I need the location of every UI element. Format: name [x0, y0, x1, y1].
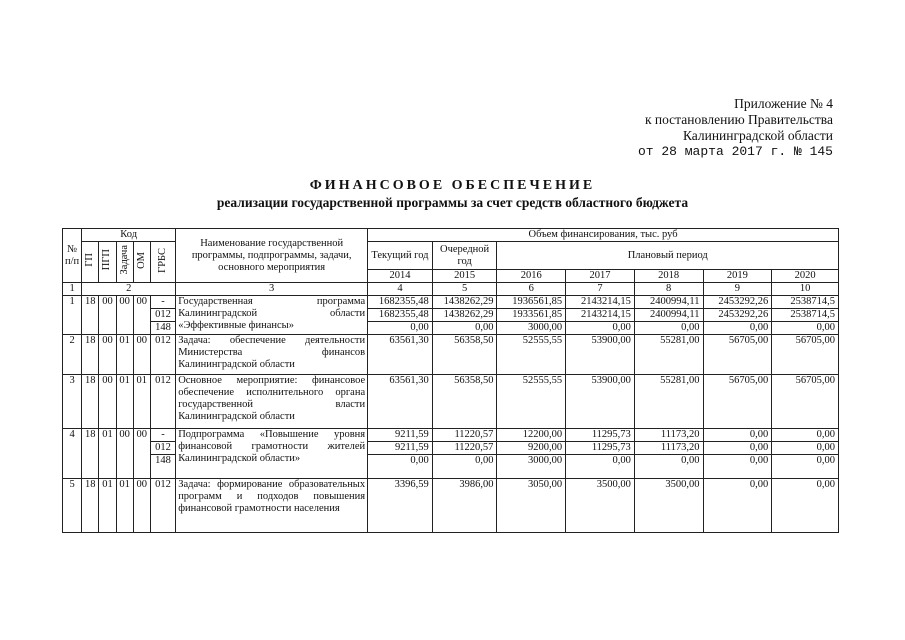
value-cell: 0,00	[368, 322, 433, 335]
value-cell: 1682355,48	[368, 309, 433, 322]
appendix-date: от 28 марта 2017 г. № 145	[637, 144, 833, 159]
value-cell: 0,00	[566, 322, 635, 335]
value-cell: 11295,73	[566, 442, 635, 455]
code-grbs: 012	[150, 335, 175, 375]
value-cell: 52555,55	[497, 375, 566, 429]
value-cell: 11220,57	[432, 429, 497, 442]
code-task: 01	[116, 479, 133, 533]
value-cell: 3986,00	[432, 479, 497, 533]
table-row	[63, 335, 839, 375]
value-cell: 11173,20	[634, 442, 703, 455]
row-name: Подпрограмма «Повышение уровня финансовой грамотности жителей Калининградской области»	[176, 429, 368, 479]
code-om: 00	[133, 335, 150, 375]
value-cell: 3396,59	[368, 479, 433, 533]
value-cell: 2143214,15	[566, 309, 635, 322]
value-cell: 3000,00	[497, 455, 566, 479]
index-cell: 5	[432, 283, 497, 296]
header-year: 2016	[497, 270, 566, 283]
index-cell: 8	[634, 283, 703, 296]
row-num: 1	[63, 296, 82, 335]
value-cell: 0,00	[703, 455, 772, 479]
index-cell: 7	[566, 283, 635, 296]
code-grbs: -	[150, 429, 175, 442]
header-year: 2019	[703, 270, 772, 283]
code-grbs: -	[150, 296, 175, 309]
index-cell: 3	[176, 283, 368, 296]
value-cell: 0,00	[432, 322, 497, 335]
code-grbs: 012	[150, 309, 175, 322]
value-cell: 0,00	[634, 455, 703, 479]
value-cell: 0,00	[772, 479, 839, 533]
code-grbs: 148	[150, 322, 175, 335]
header-volume: Объем финансирования, тыс. руб	[368, 229, 839, 242]
appendix-title: Приложение № 4	[734, 96, 833, 111]
value-cell: 0,00	[772, 322, 839, 335]
header-next-year: Очередной год	[432, 242, 497, 270]
header-plan-period: Плановый период	[497, 242, 839, 270]
code-pgp: 01	[99, 429, 116, 479]
value-cell: 0,00	[368, 455, 433, 479]
header-code-task: Задача	[116, 242, 133, 283]
value-cell: 3050,00	[497, 479, 566, 533]
appendix-region: Калининградской области	[682, 128, 833, 143]
header-code-grbs: ГРБС	[150, 242, 175, 283]
code-om: 00	[133, 296, 150, 335]
value-cell: 2400994,11	[634, 296, 703, 309]
index-cell: 10	[772, 283, 839, 296]
header-code-om: ОМ	[133, 242, 150, 283]
value-cell: 11220,57	[432, 442, 497, 455]
header-code: Код	[82, 229, 176, 242]
value-cell: 53900,00	[566, 335, 635, 375]
value-cell: 3500,00	[634, 479, 703, 533]
header-code-gp: ГП	[82, 242, 99, 283]
value-cell: 9211,59	[368, 429, 433, 442]
value-cell: 55281,00	[634, 375, 703, 429]
code-grbs: 012	[150, 479, 175, 533]
value-cell: 56705,00	[772, 375, 839, 429]
header-year: 2015	[432, 270, 497, 283]
value-cell: 12200,00	[497, 429, 566, 442]
value-cell: 9200,00	[497, 442, 566, 455]
value-cell: 0,00	[703, 429, 772, 442]
value-cell: 1438262,29	[432, 296, 497, 309]
code-pgp: 00	[99, 335, 116, 375]
code-gp: 18	[82, 296, 99, 335]
row-num: 4	[63, 429, 82, 479]
value-cell: 2538714,5	[772, 309, 839, 322]
code-pgp: 01	[99, 479, 116, 533]
table-row	[63, 429, 839, 442]
value-cell: 1438262,29	[432, 309, 497, 322]
code-om: 00	[133, 479, 150, 533]
value-cell: 2143214,15	[566, 296, 635, 309]
code-task: 01	[116, 335, 133, 375]
value-cell: 0,00	[566, 455, 635, 479]
value-cell: 63561,30	[368, 375, 433, 429]
code-pgp: 00	[99, 375, 116, 429]
value-cell: 1936561,85	[497, 296, 566, 309]
header-code-pgp: ПГП	[99, 242, 116, 283]
value-cell: 0,00	[772, 429, 839, 442]
value-cell: 1682355,48	[368, 296, 433, 309]
header-year: 2014	[368, 270, 433, 283]
index-cell: 9	[703, 283, 772, 296]
header-year: 2017	[566, 270, 635, 283]
header-current-year: Текущий год	[368, 242, 433, 270]
index-cell: 2	[82, 283, 176, 296]
header-year: 2018	[634, 270, 703, 283]
value-cell: 2453292,26	[703, 296, 772, 309]
code-grbs: 012	[150, 375, 175, 429]
value-cell: 1933561,85	[497, 309, 566, 322]
value-cell: 3500,00	[566, 479, 635, 533]
value-cell: 9211,59	[368, 442, 433, 455]
code-grbs: 148	[150, 455, 175, 479]
header-num: № п/п	[63, 229, 82, 283]
value-cell: 2538714,5	[772, 296, 839, 309]
value-cell: 56705,00	[703, 335, 772, 375]
code-task: 00	[116, 296, 133, 335]
code-pgp: 00	[99, 296, 116, 335]
value-cell: 56705,00	[772, 335, 839, 375]
value-cell: 63561,30	[368, 335, 433, 375]
value-cell: 0,00	[432, 455, 497, 479]
value-cell: 0,00	[703, 479, 772, 533]
row-num: 5	[63, 479, 82, 533]
value-cell: 0,00	[703, 442, 772, 455]
table-row	[63, 479, 839, 533]
value-cell: 3000,00	[497, 322, 566, 335]
value-cell: 11173,20	[634, 429, 703, 442]
code-grbs: 012	[150, 442, 175, 455]
index-cell: 1	[63, 283, 82, 296]
value-cell: 11295,73	[566, 429, 635, 442]
value-cell: 2453292,26	[703, 309, 772, 322]
row-name: Государственная программа Калининградской области «Эффективные финансы»	[176, 296, 368, 335]
row-name: Задача: обеспечение деятельности Министерства финансов Калининградской области	[176, 335, 368, 375]
row-name: Задача: формирование образовательных программ и подходов повышения финансовой грамотности населения	[176, 479, 368, 533]
row-num: 3	[63, 375, 82, 429]
appendix-block	[533, 96, 833, 160]
header-name: Наименование государственной программы, подпрограммы, задачи, основного мероприятия	[176, 229, 368, 283]
code-om: 00	[133, 429, 150, 479]
code-om: 01	[133, 375, 150, 429]
value-cell: 56705,00	[703, 375, 772, 429]
value-cell: 56358,50	[432, 375, 497, 429]
value-cell: 53900,00	[566, 375, 635, 429]
code-gp: 18	[82, 479, 99, 533]
table-row	[63, 375, 839, 429]
document-subtitle: реализации государственной программы за счет средств областного бюджета	[216, 195, 689, 210]
row-name: Основное мероприятие: финансовое обеспечение исполнительного органа государственной власти Калининградской области	[176, 375, 368, 429]
value-cell: 52555,55	[497, 335, 566, 375]
code-task: 00	[116, 429, 133, 479]
code-gp: 18	[82, 429, 99, 479]
code-task: 01	[116, 375, 133, 429]
row-num: 2	[63, 335, 82, 375]
index-cell: 6	[497, 283, 566, 296]
value-cell: 0,00	[634, 322, 703, 335]
code-gp: 18	[82, 335, 99, 375]
value-cell: 55281,00	[634, 335, 703, 375]
value-cell: 0,00	[772, 455, 839, 479]
value-cell: 0,00	[703, 322, 772, 335]
value-cell: 0,00	[772, 442, 839, 455]
index-cell: 4	[368, 283, 433, 296]
value-cell: 2400994,11	[634, 309, 703, 322]
financing-table	[62, 228, 839, 533]
document-title: ФИНАНСОВОЕ ОБЕСПЕЧЕНИЕ	[309, 178, 596, 193]
appendix-decree: к постановлению Правительства	[644, 112, 833, 127]
header-year: 2020	[772, 270, 839, 283]
table-row	[63, 296, 839, 309]
value-cell: 56358,50	[432, 335, 497, 375]
code-gp: 18	[82, 375, 99, 429]
